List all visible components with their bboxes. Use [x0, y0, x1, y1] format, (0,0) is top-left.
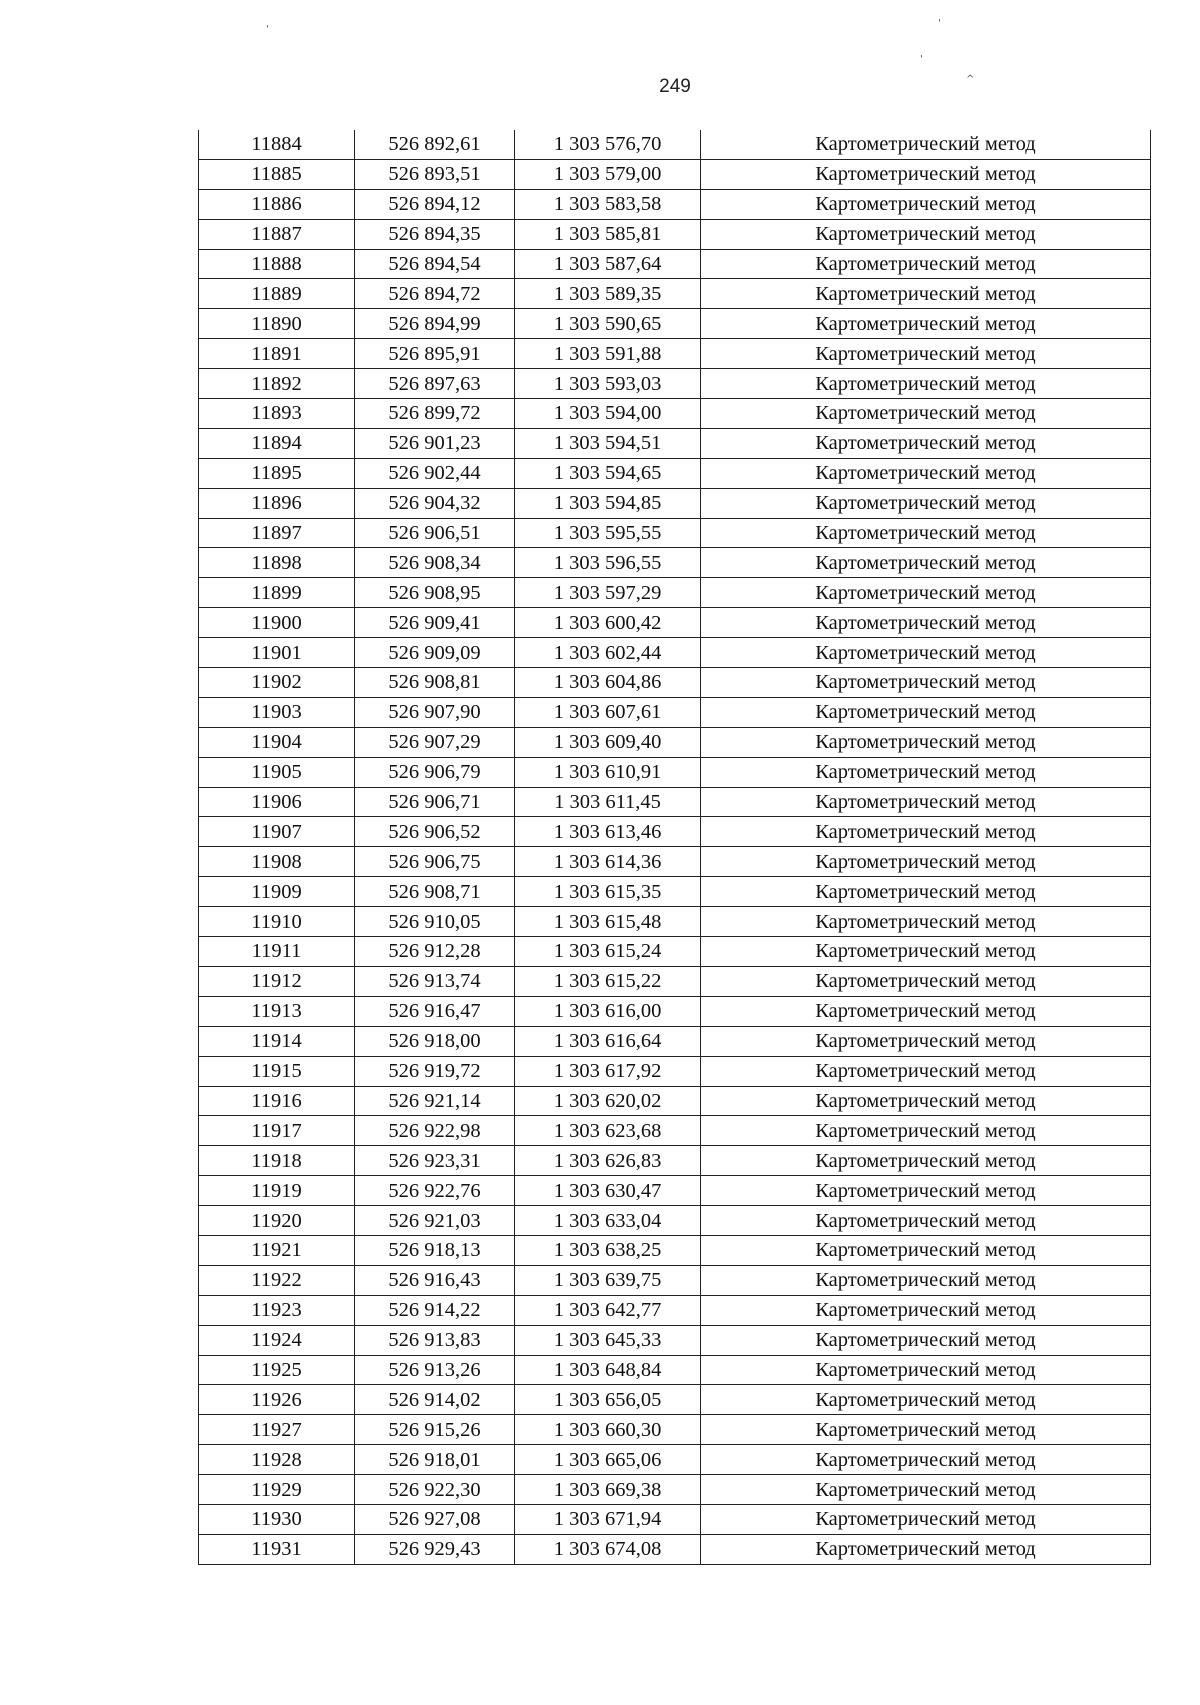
page-number: 249 — [659, 76, 691, 97]
table-row — [199, 1235, 1151, 1265]
x-coordinate-cell: 526 908,81 — [355, 668, 515, 698]
table-row — [199, 518, 1151, 548]
y-coordinate-cell: 1 303 579,00 — [515, 159, 701, 189]
method-cell: Картометрический метод — [701, 697, 1151, 727]
method-cell: Картометрический метод — [701, 1325, 1151, 1355]
x-coordinate-cell: 526 914,02 — [355, 1385, 515, 1415]
y-coordinate-cell: 1 303 600,42 — [515, 608, 701, 638]
table-row — [199, 249, 1151, 279]
x-coordinate-cell: 526 922,76 — [355, 1176, 515, 1206]
y-coordinate-cell: 1 303 674,08 — [515, 1534, 701, 1564]
method-cell: Картометрический метод — [701, 1056, 1151, 1086]
method-cell: Картометрический метод — [701, 548, 1151, 578]
method-cell: Картометрический метод — [701, 727, 1151, 757]
method-cell: Картометрический метод — [701, 1026, 1151, 1056]
table-row — [199, 1265, 1151, 1295]
y-coordinate-cell: 1 303 597,29 — [515, 578, 701, 608]
table-row — [199, 1534, 1151, 1564]
point-number-cell: 11930 — [199, 1504, 355, 1534]
table-row — [199, 1206, 1151, 1236]
table-row — [199, 339, 1151, 369]
scan-speck-mark: ' — [266, 24, 269, 35]
table-row — [199, 877, 1151, 907]
method-cell: Картометрический метод — [701, 787, 1151, 817]
method-cell: Картометрический метод — [701, 518, 1151, 548]
y-coordinate-cell: 1 303 615,48 — [515, 907, 701, 937]
point-number-cell: 11908 — [199, 847, 355, 877]
table-row — [199, 1056, 1151, 1086]
table-row — [199, 1475, 1151, 1505]
point-number-cell: 11923 — [199, 1295, 355, 1325]
point-number-cell: 11898 — [199, 548, 355, 578]
point-number-cell: 11920 — [199, 1206, 355, 1236]
y-coordinate-cell: 1 303 633,04 — [515, 1206, 701, 1236]
table-row — [199, 1086, 1151, 1116]
y-coordinate-cell: 1 303 587,64 — [515, 249, 701, 279]
point-number-cell: 11928 — [199, 1445, 355, 1475]
point-number-cell: 11919 — [199, 1176, 355, 1206]
x-coordinate-cell: 526 894,12 — [355, 189, 515, 219]
table-row — [199, 787, 1151, 817]
method-cell: Картометрический метод — [701, 1295, 1151, 1325]
method-cell: Картометрический метод — [701, 219, 1151, 249]
y-coordinate-cell: 1 303 614,36 — [515, 847, 701, 877]
x-coordinate-cell: 526 902,44 — [355, 458, 515, 488]
point-number-cell: 11893 — [199, 399, 355, 429]
table-row — [199, 1445, 1151, 1475]
x-coordinate-cell: 526 895,91 — [355, 339, 515, 369]
table-row — [199, 488, 1151, 518]
y-coordinate-cell: 1 303 615,24 — [515, 937, 701, 967]
x-coordinate-cell: 526 913,74 — [355, 966, 515, 996]
table-row — [199, 1415, 1151, 1445]
point-number-cell: 11926 — [199, 1385, 355, 1415]
y-coordinate-cell: 1 303 602,44 — [515, 638, 701, 668]
x-coordinate-cell: 526 922,98 — [355, 1116, 515, 1146]
x-coordinate-cell: 526 909,09 — [355, 638, 515, 668]
table-row — [199, 1355, 1151, 1385]
x-coordinate-cell: 526 901,23 — [355, 428, 515, 458]
point-number-cell: 11924 — [199, 1325, 355, 1355]
y-coordinate-cell: 1 303 594,65 — [515, 458, 701, 488]
point-number-cell: 11906 — [199, 787, 355, 817]
x-coordinate-cell: 526 927,08 — [355, 1504, 515, 1534]
method-cell: Картометрический метод — [701, 428, 1151, 458]
x-coordinate-cell: 526 899,72 — [355, 399, 515, 429]
point-number-cell: 11901 — [199, 638, 355, 668]
table-row — [199, 130, 1151, 159]
method-cell: Картометрический метод — [701, 1146, 1151, 1176]
x-coordinate-cell: 526 906,71 — [355, 787, 515, 817]
x-coordinate-cell: 526 915,26 — [355, 1415, 515, 1445]
x-coordinate-cell: 526 894,72 — [355, 279, 515, 309]
point-number-cell: 11889 — [199, 279, 355, 309]
point-number-cell: 11918 — [199, 1146, 355, 1176]
point-number-cell: 11921 — [199, 1235, 355, 1265]
x-coordinate-cell: 526 908,71 — [355, 877, 515, 907]
x-coordinate-cell: 526 921,14 — [355, 1086, 515, 1116]
x-coordinate-cell: 526 907,29 — [355, 727, 515, 757]
y-coordinate-cell: 1 303 594,85 — [515, 488, 701, 518]
coordinates-table-body — [199, 130, 1151, 1564]
point-number-cell: 11903 — [199, 697, 355, 727]
coordinates-table — [198, 130, 1151, 1565]
method-cell: Картометрический метод — [701, 339, 1151, 369]
y-coordinate-cell: 1 303 642,77 — [515, 1295, 701, 1325]
point-number-cell: 11886 — [199, 189, 355, 219]
x-coordinate-cell: 526 919,72 — [355, 1056, 515, 1086]
x-coordinate-cell: 526 913,26 — [355, 1355, 515, 1385]
table-row — [199, 757, 1151, 787]
method-cell: Картометрический метод — [701, 1475, 1151, 1505]
method-cell: Картометрический метод — [701, 1385, 1151, 1415]
y-coordinate-cell: 1 303 630,47 — [515, 1176, 701, 1206]
table-row — [199, 668, 1151, 698]
x-coordinate-cell: 526 916,43 — [355, 1265, 515, 1295]
y-coordinate-cell: 1 303 591,88 — [515, 339, 701, 369]
table-row — [199, 1116, 1151, 1146]
point-number-cell: 11910 — [199, 907, 355, 937]
table-row — [199, 159, 1151, 189]
x-coordinate-cell: 526 916,47 — [355, 996, 515, 1026]
y-coordinate-cell: 1 303 593,03 — [515, 369, 701, 399]
point-number-cell: 11885 — [199, 159, 355, 189]
method-cell: Картометрический метод — [701, 309, 1151, 339]
table-row — [199, 727, 1151, 757]
point-number-cell: 11925 — [199, 1355, 355, 1385]
x-coordinate-cell: 526 914,22 — [355, 1295, 515, 1325]
x-coordinate-cell: 526 918,00 — [355, 1026, 515, 1056]
x-coordinate-cell: 526 893,51 — [355, 159, 515, 189]
table-row — [199, 1146, 1151, 1176]
y-coordinate-cell: 1 303 607,61 — [515, 697, 701, 727]
method-cell: Картометрический метод — [701, 757, 1151, 787]
method-cell: Картометрический метод — [701, 668, 1151, 698]
scan-speck-mark: ^ — [966, 74, 975, 85]
table-row — [199, 279, 1151, 309]
point-number-cell: 11887 — [199, 219, 355, 249]
y-coordinate-cell: 1 303 645,33 — [515, 1325, 701, 1355]
method-cell: Картометрический метод — [701, 578, 1151, 608]
method-cell: Картометрический метод — [701, 907, 1151, 937]
point-number-cell: 11888 — [199, 249, 355, 279]
point-number-cell: 11927 — [199, 1415, 355, 1445]
table-row — [199, 548, 1151, 578]
table-row — [199, 219, 1151, 249]
y-coordinate-cell: 1 303 638,25 — [515, 1235, 701, 1265]
x-coordinate-cell: 526 922,30 — [355, 1475, 515, 1505]
method-cell: Картометрический метод — [701, 1206, 1151, 1236]
x-coordinate-cell: 526 906,79 — [355, 757, 515, 787]
point-number-cell: 11895 — [199, 458, 355, 488]
point-number-cell: 11911 — [199, 937, 355, 967]
point-number-cell: 11907 — [199, 817, 355, 847]
x-coordinate-cell: 526 908,95 — [355, 578, 515, 608]
y-coordinate-cell: 1 303 609,40 — [515, 727, 701, 757]
method-cell: Картометрический метод — [701, 817, 1151, 847]
y-coordinate-cell: 1 303 594,51 — [515, 428, 701, 458]
table-row — [199, 1026, 1151, 1056]
y-coordinate-cell: 1 303 613,46 — [515, 817, 701, 847]
y-coordinate-cell: 1 303 610,91 — [515, 757, 701, 787]
point-number-cell: 11894 — [199, 428, 355, 458]
table-row — [199, 907, 1151, 937]
point-number-cell: 11915 — [199, 1056, 355, 1086]
method-cell: Картометрический метод — [701, 877, 1151, 907]
y-coordinate-cell: 1 303 617,92 — [515, 1056, 701, 1086]
table-row — [199, 1504, 1151, 1534]
table-row — [199, 369, 1151, 399]
method-cell: Картометрический метод — [701, 1116, 1151, 1146]
x-coordinate-cell: 526 906,51 — [355, 518, 515, 548]
method-cell: Картометрический метод — [701, 1355, 1151, 1385]
method-cell: Картометрический метод — [701, 966, 1151, 996]
x-coordinate-cell: 526 897,63 — [355, 369, 515, 399]
y-coordinate-cell: 1 303 595,55 — [515, 518, 701, 548]
x-coordinate-cell: 526 918,13 — [355, 1235, 515, 1265]
point-number-cell: 11916 — [199, 1086, 355, 1116]
y-coordinate-cell: 1 303 589,35 — [515, 279, 701, 309]
y-coordinate-cell: 1 303 616,64 — [515, 1026, 701, 1056]
x-coordinate-cell: 526 906,52 — [355, 817, 515, 847]
method-cell: Картометрический метод — [701, 638, 1151, 668]
y-coordinate-cell: 1 303 615,22 — [515, 966, 701, 996]
x-coordinate-cell: 526 894,35 — [355, 219, 515, 249]
x-coordinate-cell: 526 923,31 — [355, 1146, 515, 1176]
method-cell: Картометрический метод — [701, 488, 1151, 518]
point-number-cell: 11892 — [199, 369, 355, 399]
method-cell: Картометрический метод — [701, 1445, 1151, 1475]
y-coordinate-cell: 1 303 594,00 — [515, 399, 701, 429]
method-cell: Картометрический метод — [701, 1534, 1151, 1564]
method-cell: Картометрический метод — [701, 937, 1151, 967]
x-coordinate-cell: 526 892,61 — [355, 130, 515, 159]
table-row — [199, 937, 1151, 967]
y-coordinate-cell: 1 303 590,65 — [515, 309, 701, 339]
x-coordinate-cell: 526 910,05 — [355, 907, 515, 937]
method-cell: Картометрический метод — [701, 279, 1151, 309]
y-coordinate-cell: 1 303 604,86 — [515, 668, 701, 698]
x-coordinate-cell: 526 929,43 — [355, 1534, 515, 1564]
table-row — [199, 189, 1151, 219]
y-coordinate-cell: 1 303 626,83 — [515, 1146, 701, 1176]
x-coordinate-cell: 526 894,99 — [355, 309, 515, 339]
table-row — [199, 608, 1151, 638]
x-coordinate-cell: 526 913,83 — [355, 1325, 515, 1355]
point-number-cell: 11905 — [199, 757, 355, 787]
x-coordinate-cell: 526 907,90 — [355, 697, 515, 727]
x-coordinate-cell: 526 918,01 — [355, 1445, 515, 1475]
y-coordinate-cell: 1 303 620,02 — [515, 1086, 701, 1116]
x-coordinate-cell: 526 904,32 — [355, 488, 515, 518]
y-coordinate-cell: 1 303 585,81 — [515, 219, 701, 249]
method-cell: Картометрический метод — [701, 608, 1151, 638]
point-number-cell: 11904 — [199, 727, 355, 757]
y-coordinate-cell: 1 303 616,00 — [515, 996, 701, 1026]
table-row — [199, 578, 1151, 608]
y-coordinate-cell: 1 303 583,58 — [515, 189, 701, 219]
table-row — [199, 428, 1151, 458]
point-number-cell: 11909 — [199, 877, 355, 907]
point-number-cell: 11897 — [199, 518, 355, 548]
x-coordinate-cell: 526 921,03 — [355, 1206, 515, 1236]
point-number-cell: 11914 — [199, 1026, 355, 1056]
y-coordinate-cell: 1 303 656,05 — [515, 1385, 701, 1415]
x-coordinate-cell: 526 906,75 — [355, 847, 515, 877]
table-row — [199, 697, 1151, 727]
point-number-cell: 11891 — [199, 339, 355, 369]
table-row — [199, 458, 1151, 488]
x-coordinate-cell: 526 908,34 — [355, 548, 515, 578]
table-row — [199, 1385, 1151, 1415]
method-cell: Картометрический метод — [701, 369, 1151, 399]
method-cell: Картометрический метод — [701, 1504, 1151, 1534]
table-row — [199, 638, 1151, 668]
method-cell: Картометрический метод — [701, 458, 1151, 488]
method-cell: Картометрический метод — [701, 1176, 1151, 1206]
x-coordinate-cell: 526 912,28 — [355, 937, 515, 967]
y-coordinate-cell: 1 303 660,30 — [515, 1415, 701, 1445]
y-coordinate-cell: 1 303 611,45 — [515, 787, 701, 817]
method-cell: Картометрический метод — [701, 847, 1151, 877]
point-number-cell: 11912 — [199, 966, 355, 996]
point-number-cell: 11922 — [199, 1265, 355, 1295]
scan-speck-mark: ' — [920, 54, 923, 65]
method-cell: Картометрический метод — [701, 399, 1151, 429]
method-cell: Картометрический метод — [701, 189, 1151, 219]
y-coordinate-cell: 1 303 671,94 — [515, 1504, 701, 1534]
x-coordinate-cell: 526 909,41 — [355, 608, 515, 638]
y-coordinate-cell: 1 303 576,70 — [515, 130, 701, 159]
table-row — [199, 1325, 1151, 1355]
table-row — [199, 966, 1151, 996]
point-number-cell: 11896 — [199, 488, 355, 518]
point-number-cell: 11929 — [199, 1475, 355, 1505]
method-cell: Картометрический метод — [701, 249, 1151, 279]
table-row — [199, 996, 1151, 1026]
point-number-cell: 11884 — [199, 130, 355, 159]
point-number-cell: 11899 — [199, 578, 355, 608]
method-cell: Картометрический метод — [701, 1235, 1151, 1265]
table-row — [199, 1295, 1151, 1325]
table-row — [199, 847, 1151, 877]
table-row — [199, 399, 1151, 429]
y-coordinate-cell: 1 303 623,68 — [515, 1116, 701, 1146]
table-row — [199, 817, 1151, 847]
method-cell: Картометрический метод — [701, 1086, 1151, 1116]
scan-speck-mark: ' — [938, 18, 941, 29]
y-coordinate-cell: 1 303 596,55 — [515, 548, 701, 578]
y-coordinate-cell: 1 303 648,84 — [515, 1355, 701, 1385]
point-number-cell: 11902 — [199, 668, 355, 698]
method-cell: Картометрический метод — [701, 996, 1151, 1026]
method-cell: Картометрический метод — [701, 159, 1151, 189]
method-cell: Картометрический метод — [701, 1265, 1151, 1295]
method-cell: Картометрический метод — [701, 130, 1151, 159]
y-coordinate-cell: 1 303 615,35 — [515, 877, 701, 907]
point-number-cell: 11890 — [199, 309, 355, 339]
method-cell: Картометрический метод — [701, 1415, 1151, 1445]
y-coordinate-cell: 1 303 669,38 — [515, 1475, 701, 1505]
point-number-cell: 11900 — [199, 608, 355, 638]
x-coordinate-cell: 526 894,54 — [355, 249, 515, 279]
point-number-cell: 11917 — [199, 1116, 355, 1146]
table-row — [199, 309, 1151, 339]
y-coordinate-cell: 1 303 639,75 — [515, 1265, 701, 1295]
y-coordinate-cell: 1 303 665,06 — [515, 1445, 701, 1475]
point-number-cell: 11931 — [199, 1534, 355, 1564]
point-number-cell: 11913 — [199, 996, 355, 1026]
table-row — [199, 1176, 1151, 1206]
